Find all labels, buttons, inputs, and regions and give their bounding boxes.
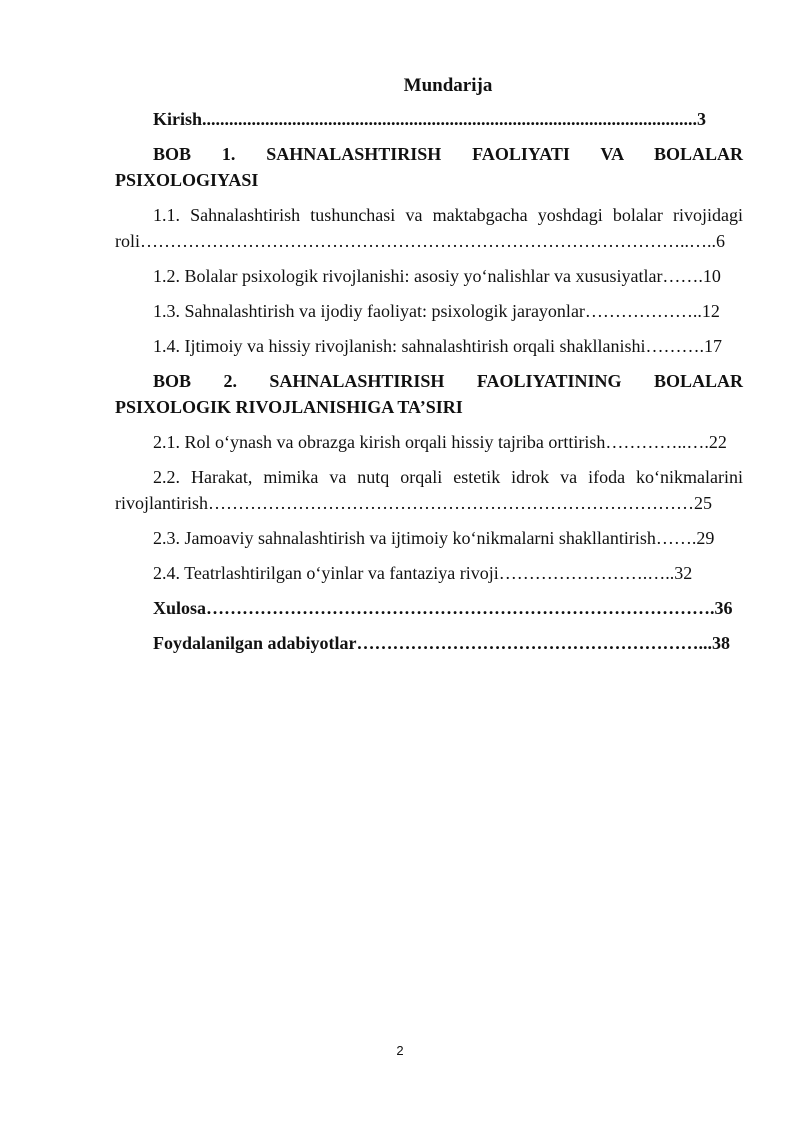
toc-chapter-1-heading-cont: PSIXOLOGIYASI [115, 170, 259, 190]
toc-chapter-1-heading: BOB 1. SAHNALASHTIRISH FAOLIYATI VA BOLALAR [153, 144, 743, 164]
toc-entry-1-1: 1.1. Sahnalashtirish tushunchasi va maktabgacha yoshdagi bolalar rivojidagi [153, 205, 743, 225]
toc-chapter-2-heading-cont: PSIXOLOGIK RIVOJLANISHIGA TA’SIRI [115, 397, 463, 417]
toc-entry-2-1: 2.1. Rol o‘ynash va obrazga kirish orqali hissiy tajriba orttirish…………..….22 [153, 432, 727, 452]
toc-entry-2-4: 2.4. Teatrlashtirilgan o‘yinlar va fantaziya rivoji…………………….…..32 [153, 563, 693, 583]
toc-entry-2-3: 2.3. Jamoaviy sahnalashtirish va ijtimoiy ko‘nikmalarni shakllantirish…….29 [153, 528, 715, 548]
toc-entry-xulosa: Xulosa………………………………………………………………………….36 [153, 598, 733, 618]
toc-entry-2-2-cont: rivojlantirish………………………………………………………………………25 [115, 493, 712, 513]
toc-title: Mundarija [403, 75, 493, 96]
toc-entry-kirish: Kirish..............................................................................................................3 [153, 109, 707, 129]
table-of-contents [115, 106, 743, 665]
toc-chapter-2-heading: BOB 2. SAHNALASHTIRISH FAOLIYATINING BOLALAR [153, 371, 743, 391]
toc-entry-2-2: 2.2. Harakat, mimika va nutq orqali estetik idrok va ifoda ko‘nikmalarini [153, 467, 743, 487]
toc-entry-1-1-cont: roli………………………………………………………………………………..…..6 [115, 231, 725, 251]
toc-entry-1-2: 1.2. Bolalar psixologik rivojlanishi: asosiy yo‘nalishlar va xususiyatlar…….10 [153, 266, 721, 286]
toc-entry-1-3: 1.3. Sahnalashtirish va ijodiy faoliyat: psixologik jarayonlar………………..12 [153, 301, 720, 321]
toc-entry-references: Foydalanilgan adabiyotlar…………………………………………………...38 [153, 633, 731, 653]
page-number: 2 [396, 1043, 404, 1058]
toc-entry-1-4: 1.4. Ijtimoiy va hissiy rivojlanish: sahnalashtirish orqali shakllanishi……….17 [153, 336, 722, 356]
